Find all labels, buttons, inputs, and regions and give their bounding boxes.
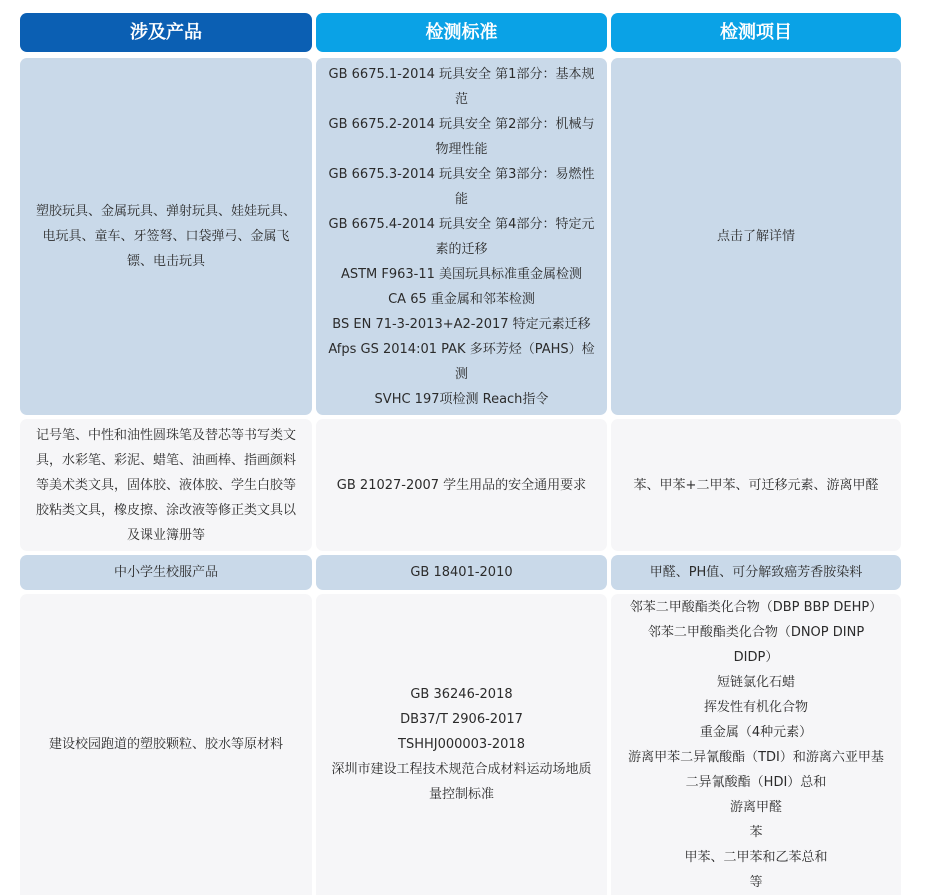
header-items <box>611 13 901 52</box>
standard-line: Afps GS 2014:01 PAK 多环芳烃（PAHS）检 <box>328 341 595 357</box>
row-track-items <box>611 594 901 895</box>
standard-line: DB37/T 2906-2017 <box>400 712 523 727</box>
standard-line: SVHC 197项检测 Reach指令 <box>374 391 549 407</box>
standard-line: 深圳市建设工程技术规范合成材料运动场地质 <box>331 762 592 777</box>
standard-line: GB 6675.4-2014 玩具安全 第4部分：特定元 <box>328 216 595 232</box>
row-uniform-standards <box>316 555 607 590</box>
item-line: 短链氯化石蜡 <box>716 674 795 690</box>
item-line: 甲苯、二甲苯和乙苯总和 <box>684 849 828 865</box>
standard-line: 测 <box>454 366 468 382</box>
standard-line: 量控制标准 <box>428 787 494 802</box>
product-line: 中小学生校服产品 <box>113 565 218 580</box>
standard-line: ASTM F963-11 美国玩具标准重金属检测 <box>340 266 583 282</box>
product-line: 建设校园跑道的塑胶颗粒、胶水等原材料 <box>48 737 283 752</box>
row-stationery-products <box>20 419 312 551</box>
standard-line: GB 21027-2007 学生用品的安全通用要求 <box>336 477 587 493</box>
standard-line: 物理性能 <box>435 141 488 157</box>
standard-line: TSHHJ000003-2018 <box>398 737 525 752</box>
item-line: DIDP） <box>733 649 779 665</box>
standard-line: BS EN 71-3-2013+A2-2017 特定元素迁移 <box>332 316 591 332</box>
standard-line: GB 6675.2-2014 玩具安全 第2部分：机械与 <box>328 116 595 132</box>
standard-line: GB 6675.3-2014 玩具安全 第3部分：易燃性 <box>328 166 595 182</box>
row-uniform-items <box>611 555 901 590</box>
row-uniform-products <box>20 555 312 590</box>
item-line: 挥发性有机化合物 <box>703 699 808 715</box>
row-stationery-items <box>611 419 901 551</box>
row-track-standards <box>316 594 607 895</box>
product-line: 等美术类文具，固体胶、液体胶、学生白胶等 <box>35 477 296 493</box>
product-line: 镖、电击玩具 <box>126 254 205 269</box>
item-line: 游离甲苯二异氰酸酯（TDI）和游离六亚甲基 <box>628 749 884 765</box>
item-line: 苯 <box>749 824 763 840</box>
header-standards-label: 检测标准 <box>425 21 498 43</box>
item-line: 邻苯二甲酸酯类化合物（DBP BBP DEHP） <box>629 599 883 615</box>
standard-line: 能 <box>454 191 468 207</box>
row-stationery-standards <box>316 419 607 551</box>
item-line: 游离甲醛 <box>729 799 782 815</box>
standard-line: GB 6675.1-2014 玩具安全 第1部分：基本规 <box>328 66 595 82</box>
row-toys-products <box>20 58 312 415</box>
standard-line: GB 36246-2018 <box>410 687 513 702</box>
header-products <box>20 13 312 52</box>
item-line: 二异氰酸酯（HDI）总和 <box>685 774 827 790</box>
product-line: 及课业簿册等 <box>126 527 205 543</box>
row-toys-items <box>611 58 901 415</box>
item-line: 甲醛、PH值、可分解致癌芳香胺染料 <box>649 565 863 580</box>
product-line: 塑胶玩具、金属玩具、弹射玩具、娃娃玩具、 <box>35 204 296 219</box>
header-products-label: 涉及产品 <box>130 21 202 43</box>
item-line: 重金属（4种元素） <box>699 724 813 740</box>
item-line: 邻苯二甲酸酯类化合物（DNOP DINP <box>647 624 865 640</box>
item-line: 等 <box>749 874 763 890</box>
standard-line: 素的迁移 <box>435 241 488 257</box>
header-standards <box>316 13 607 52</box>
standard-line: 范 <box>454 91 468 107</box>
product-line: 胶粘类文具，橡皮擦、涂改液等修正类文具以 <box>35 502 296 518</box>
product-line: 具，水彩笔、彩泥、蜡笔、油画棒、指画颜料 <box>35 452 296 468</box>
standard-line: CA 65 重金属和邻苯检测 <box>388 291 535 307</box>
item-line: 苯、甲苯+二甲苯、可迁移元素、游离甲醛 <box>633 477 879 493</box>
header-items-label: 检测项目 <box>720 21 792 43</box>
row-track-products <box>20 594 312 895</box>
standard-line: GB 18401-2010 <box>410 565 513 580</box>
row-toys-standards <box>316 58 607 415</box>
product-line: 电玩具、童车、牙签弩、口袋弹弓、金属飞 <box>42 229 290 244</box>
product-line: 记号笔、中性和油性圆珠笔及替芯等书写类文 <box>35 427 296 443</box>
details-link[interactable]: 点击了解详情 <box>716 229 795 244</box>
